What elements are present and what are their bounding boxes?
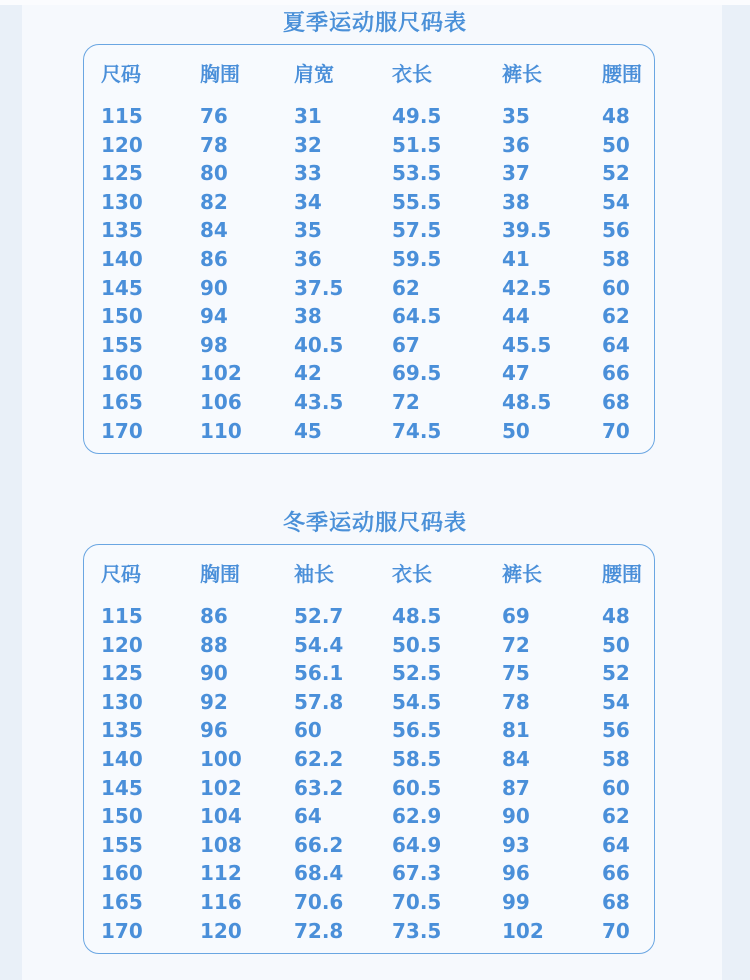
table-cell: 70.6: [294, 890, 344, 914]
winter-table-header: [84, 560, 654, 588]
table-cell: 52.5: [392, 661, 442, 686]
table-cell: 82: [200, 189, 228, 214]
table-cell: 81: [502, 718, 530, 743]
table-cell: 41: [502, 247, 530, 271]
header-waist: 腰围: [602, 62, 642, 86]
table-cell: 44: [502, 304, 530, 329]
table-cell: 155: [101, 832, 143, 857]
table-cell: 145: [101, 775, 143, 800]
table-cell: 52.7: [294, 604, 344, 628]
table-row: [84, 631, 654, 659]
table-cell: 130: [101, 689, 143, 714]
table-cell: 92: [200, 689, 228, 714]
table-cell: 59.5: [392, 247, 442, 271]
table-cell: 36: [294, 247, 322, 271]
table-cell: 125: [101, 661, 143, 686]
table-cell: 108: [200, 832, 242, 857]
table-cell: 120: [200, 918, 242, 943]
header-chest: 胸围: [200, 562, 240, 586]
table-row: [84, 745, 654, 773]
table-cell: 54.5: [392, 689, 442, 714]
table-cell: 74.5: [392, 418, 442, 443]
table-row: [84, 716, 654, 744]
table-cell: 66: [602, 361, 630, 386]
table-cell: 78: [200, 132, 228, 157]
table-cell: 106: [200, 390, 242, 414]
table-row: [84, 274, 654, 302]
table-row: [84, 859, 654, 887]
table-cell: 48: [602, 604, 630, 628]
table-cell: 50: [602, 632, 630, 657]
table-cell: 43.5: [294, 390, 344, 414]
table-cell: 33: [294, 161, 322, 186]
table-cell: 45: [294, 418, 322, 443]
table-cell: 54: [602, 689, 630, 714]
table-cell: 52: [602, 661, 630, 686]
table-row: [84, 802, 654, 830]
table-cell: 36: [502, 132, 530, 157]
table-row: [84, 659, 654, 687]
table-row: [84, 331, 654, 359]
table-cell: 72: [502, 632, 530, 657]
table-cell: 125: [101, 161, 143, 186]
table-cell: 75: [502, 661, 530, 686]
winter-size-section: [0, 490, 750, 980]
table-cell: 56: [602, 718, 630, 743]
table-cell: 42: [294, 361, 322, 386]
header-size: 尺码: [101, 562, 141, 586]
table-row: [84, 602, 654, 630]
table-cell: 67.3: [392, 861, 442, 886]
table-cell: 56: [602, 218, 630, 243]
header-size: 尺码: [101, 62, 141, 86]
table-cell: 170: [101, 918, 143, 943]
table-cell: 116: [200, 890, 242, 914]
table-cell: 42.5: [502, 275, 552, 300]
table-cell: 48.5: [502, 390, 552, 414]
table-cell: 55.5: [392, 189, 442, 214]
table-cell: 60.5: [392, 775, 442, 800]
table-cell: 67: [392, 332, 420, 357]
table-cell: 60: [602, 775, 630, 800]
summer-section-title: 夏季运动服尺码表: [282, 11, 467, 36]
table-row: [84, 388, 654, 416]
table-cell: 84: [200, 218, 228, 243]
table-row: [84, 688, 654, 716]
table-cell: 66.2: [294, 832, 344, 857]
table-row: [84, 131, 654, 159]
table-cell: 68.4: [294, 861, 344, 886]
table-cell: 94: [200, 304, 228, 329]
table-cell: 64: [602, 832, 630, 857]
table-cell: 58: [602, 247, 630, 271]
table-cell: 72.8: [294, 918, 344, 943]
table-cell: 93: [502, 832, 530, 857]
table-cell: 87: [502, 775, 530, 800]
table-cell: 102: [502, 918, 544, 943]
table-cell: 56.1: [294, 661, 344, 686]
winter-size-table: [83, 544, 655, 954]
header-sleeve: 袖长: [294, 562, 334, 586]
table-cell: 32: [294, 132, 322, 157]
table-cell: 70.5: [392, 890, 442, 914]
table-row: [84, 774, 654, 802]
table-cell: 76: [200, 104, 228, 128]
table-cell: 35: [502, 104, 530, 128]
table-cell: 110: [200, 418, 242, 443]
table-cell: 58: [602, 747, 630, 771]
table-cell: 78: [502, 689, 530, 714]
table-cell: 115: [101, 104, 143, 128]
table-cell: 45.5: [502, 332, 552, 357]
table-cell: 150: [101, 804, 143, 829]
table-cell: 68: [602, 390, 630, 414]
table-cell: 155: [101, 332, 143, 357]
table-cell: 62: [602, 804, 630, 829]
table-cell: 31: [294, 104, 322, 128]
winter-section-title: 冬季运动服尺码表: [282, 511, 467, 536]
header-length: 衣长: [392, 562, 432, 586]
table-row: [84, 216, 654, 244]
table-cell: 145: [101, 275, 143, 300]
header-waist: 腰围: [602, 562, 642, 586]
table-row: [84, 188, 654, 216]
table-row: [84, 245, 654, 273]
summer-size-table: [83, 44, 655, 454]
table-cell: 62.9: [392, 804, 442, 829]
table-cell: 90: [502, 804, 530, 829]
table-cell: 104: [200, 804, 242, 829]
table-cell: 73.5: [392, 918, 442, 943]
table-cell: 63.2: [294, 775, 344, 800]
header-pants-length: 裤长: [502, 62, 542, 86]
table-cell: 115: [101, 604, 143, 628]
table-cell: 50: [502, 418, 530, 443]
table-cell: 38: [502, 189, 530, 214]
table-cell: 98: [200, 332, 228, 357]
table-cell: 72: [392, 390, 420, 414]
table-cell: 60: [294, 718, 322, 743]
table-cell: 64: [294, 804, 322, 829]
table-cell: 86: [200, 604, 228, 628]
table-cell: 51.5: [392, 132, 442, 157]
table-cell: 102: [200, 361, 242, 386]
table-row: [84, 917, 654, 945]
table-row: [84, 417, 654, 445]
table-cell: 90: [200, 275, 228, 300]
header-chest: 胸围: [200, 62, 240, 86]
table-cell: 66: [602, 861, 630, 886]
table-cell: 48: [602, 104, 630, 128]
table-cell: 62.2: [294, 747, 344, 771]
table-cell: 37: [502, 161, 530, 186]
table-cell: 49.5: [392, 104, 442, 128]
header-pants-length: 裤长: [502, 562, 542, 586]
table-cell: 165: [101, 390, 143, 414]
table-cell: 50.5: [392, 632, 442, 657]
table-cell: 38: [294, 304, 322, 329]
table-cell: 54: [602, 189, 630, 214]
table-row: [84, 831, 654, 859]
table-cell: 34: [294, 189, 322, 214]
table-cell: 70: [602, 918, 630, 943]
table-row: [84, 359, 654, 387]
table-cell: 88: [200, 632, 228, 657]
table-cell: 170: [101, 418, 143, 443]
table-cell: 64: [602, 332, 630, 357]
table-cell: 130: [101, 189, 143, 214]
table-row: [84, 888, 654, 916]
table-cell: 58.5: [392, 747, 442, 771]
table-cell: 135: [101, 718, 143, 743]
summer-table-header: [84, 60, 654, 88]
table-cell: 102: [200, 775, 242, 800]
table-cell: 70: [602, 418, 630, 443]
table-cell: 48.5: [392, 604, 442, 628]
table-row: [84, 102, 654, 130]
table-cell: 165: [101, 890, 143, 914]
header-shoulder: 肩宽: [294, 62, 334, 86]
table-cell: 150: [101, 304, 143, 329]
table-cell: 62: [392, 275, 420, 300]
table-cell: 112: [200, 861, 242, 886]
table-cell: 69.5: [392, 361, 442, 386]
table-cell: 50: [602, 132, 630, 157]
table-cell: 64.5: [392, 304, 442, 329]
table-cell: 68: [602, 890, 630, 914]
table-cell: 80: [200, 161, 228, 186]
table-cell: 96: [502, 861, 530, 886]
table-cell: 60: [602, 275, 630, 300]
table-cell: 47: [502, 361, 530, 386]
table-cell: 35: [294, 218, 322, 243]
table-cell: 160: [101, 861, 143, 886]
table-cell: 54.4: [294, 632, 344, 657]
table-cell: 62: [602, 304, 630, 329]
header-length: 衣长: [392, 62, 432, 86]
table-cell: 135: [101, 218, 143, 243]
table-cell: 64.9: [392, 832, 442, 857]
table-cell: 160: [101, 361, 143, 386]
table-cell: 140: [101, 747, 143, 771]
table-row: [84, 302, 654, 330]
table-cell: 57.5: [392, 218, 442, 243]
table-cell: 52: [602, 161, 630, 186]
table-cell: 84: [502, 747, 530, 771]
table-cell: 40.5: [294, 332, 344, 357]
table-cell: 56.5: [392, 718, 442, 743]
table-cell: 86: [200, 247, 228, 271]
table-cell: 140: [101, 247, 143, 271]
table-cell: 39.5: [502, 218, 552, 243]
table-cell: 99: [502, 890, 530, 914]
summer-size-section: [0, 0, 750, 470]
table-cell: 69: [502, 604, 530, 628]
table-cell: 37.5: [294, 275, 344, 300]
table-row: [84, 159, 654, 187]
table-cell: 120: [101, 132, 143, 157]
table-cell: 100: [200, 747, 242, 771]
table-cell: 57.8: [294, 689, 344, 714]
table-cell: 120: [101, 632, 143, 657]
table-cell: 53.5: [392, 161, 442, 186]
table-cell: 90: [200, 661, 228, 686]
table-cell: 96: [200, 718, 228, 743]
